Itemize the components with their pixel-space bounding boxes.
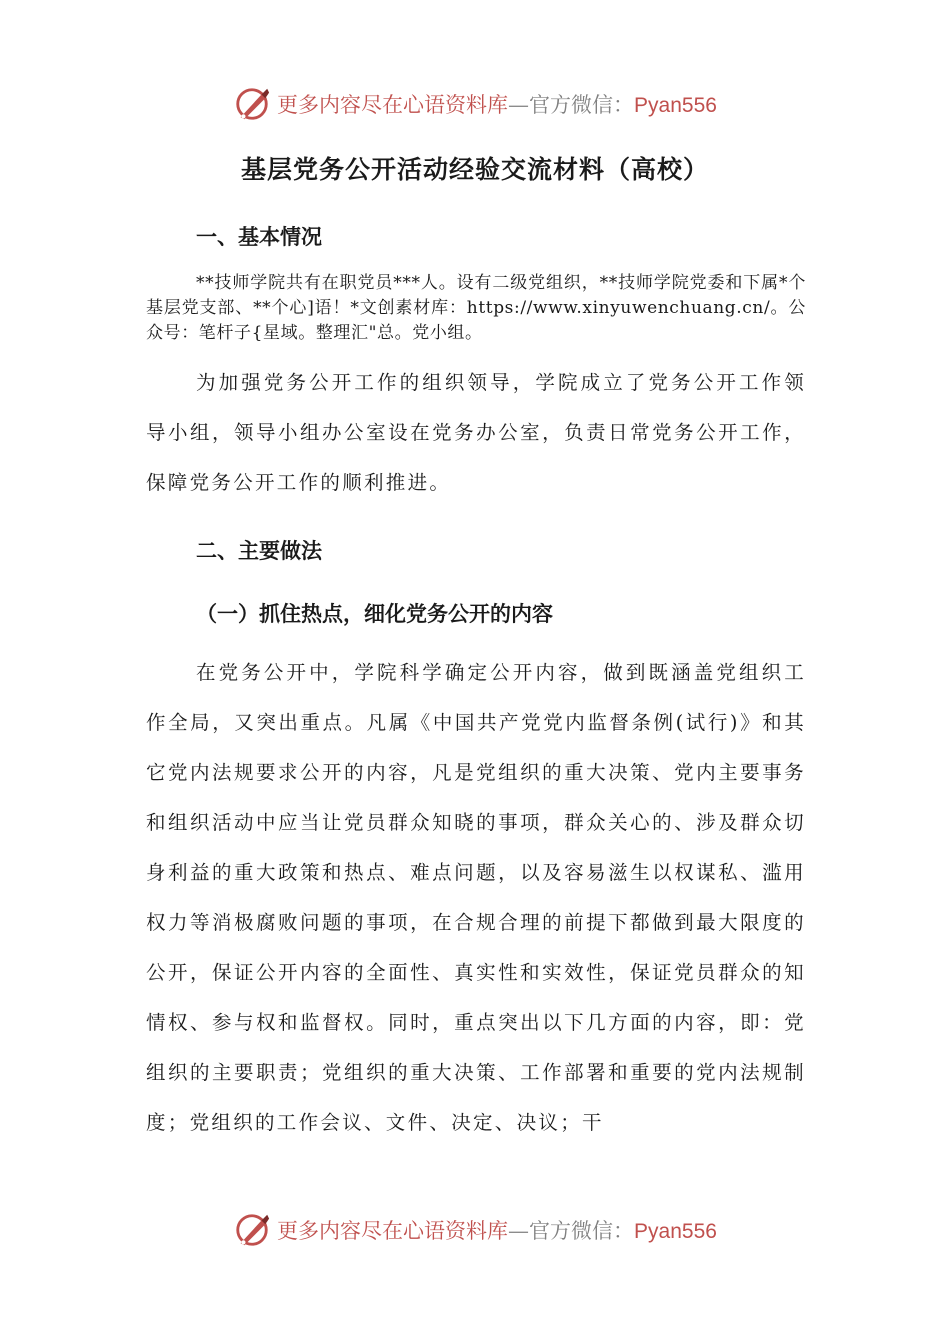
banner-text (277, 89, 717, 119)
banner-separator: — (508, 93, 530, 117)
banner-wechat-label: 官方微信： (529, 93, 635, 117)
banner-wechat-id: Pyan556 (634, 1220, 717, 1243)
header-banner (0, 82, 950, 126)
pen-logo-icon (233, 85, 271, 123)
section-heading-basic: 一、基本情况 (196, 225, 322, 249)
footer-banner (0, 1208, 950, 1252)
section-heading-practices: 二、主要做法 (196, 539, 322, 563)
subsection-heading-hotspots: （一）抓住热点，细化党务公开的内容 (196, 602, 553, 626)
paragraph-leadership: 为加强党务公开工作的组织领导，学院成立了党务公开工作领导小组，领导小组办公室设在党务办公室，负责日常党务公开工作，保障党务公开工作的顺利推进。 (146, 371, 806, 494)
banner-separator: — (508, 1219, 530, 1243)
banner-text (277, 1215, 717, 1245)
paragraph-hotspots: 在党务公开中，学院科学确定公开内容，做到既涵盖党组织工作全局，又突出重点。凡属《中国共产党党内监督条例(试行)》和其它党内法规要求公开的内容，凡是党组织的重大决策、党内主要事务和组织活动中应当让党员群众知晓的事项，群众关心的、涉及群众切身利益的重大政策和热点、难点问题，以及容易滋生以权谋私、滥用权力等消极腐败问题的事项，在合规合理的前提下都做到最大限度的公开，保证公开内容的全面性、真实性和实效性，保证党员群众的知情权、参与权和监督权。同时，重点突出以下几方面的内容，即：党组织的主要职责；党组织的重大决策、工作部署和重要的党内法规制度；党组织的工作会议、文件、决定、决议；干 (146, 661, 806, 1134)
banner-wechat-label: 官方微信： (529, 1219, 635, 1243)
document-title: 基层党务公开活动经验交流材料（高校） (240, 155, 709, 184)
banner-main-text: 更多内容尽在心语资料库 (277, 93, 509, 117)
pen-logo-icon (233, 1211, 271, 1249)
banner-wechat-id: Pyan556 (634, 94, 717, 117)
paragraph-basic-info: **技师学院共有在职党员***人。设有二级党组织，**技师学院党委和下属*个基层党支部、**个心]语！*文创素材库：https://www.xinyuwenchuang.cn/。公众号：笔杆子{星域。整理汇"总。党小组。 (146, 273, 806, 343)
banner-main-text: 更多内容尽在心语资料库 (277, 1219, 509, 1243)
